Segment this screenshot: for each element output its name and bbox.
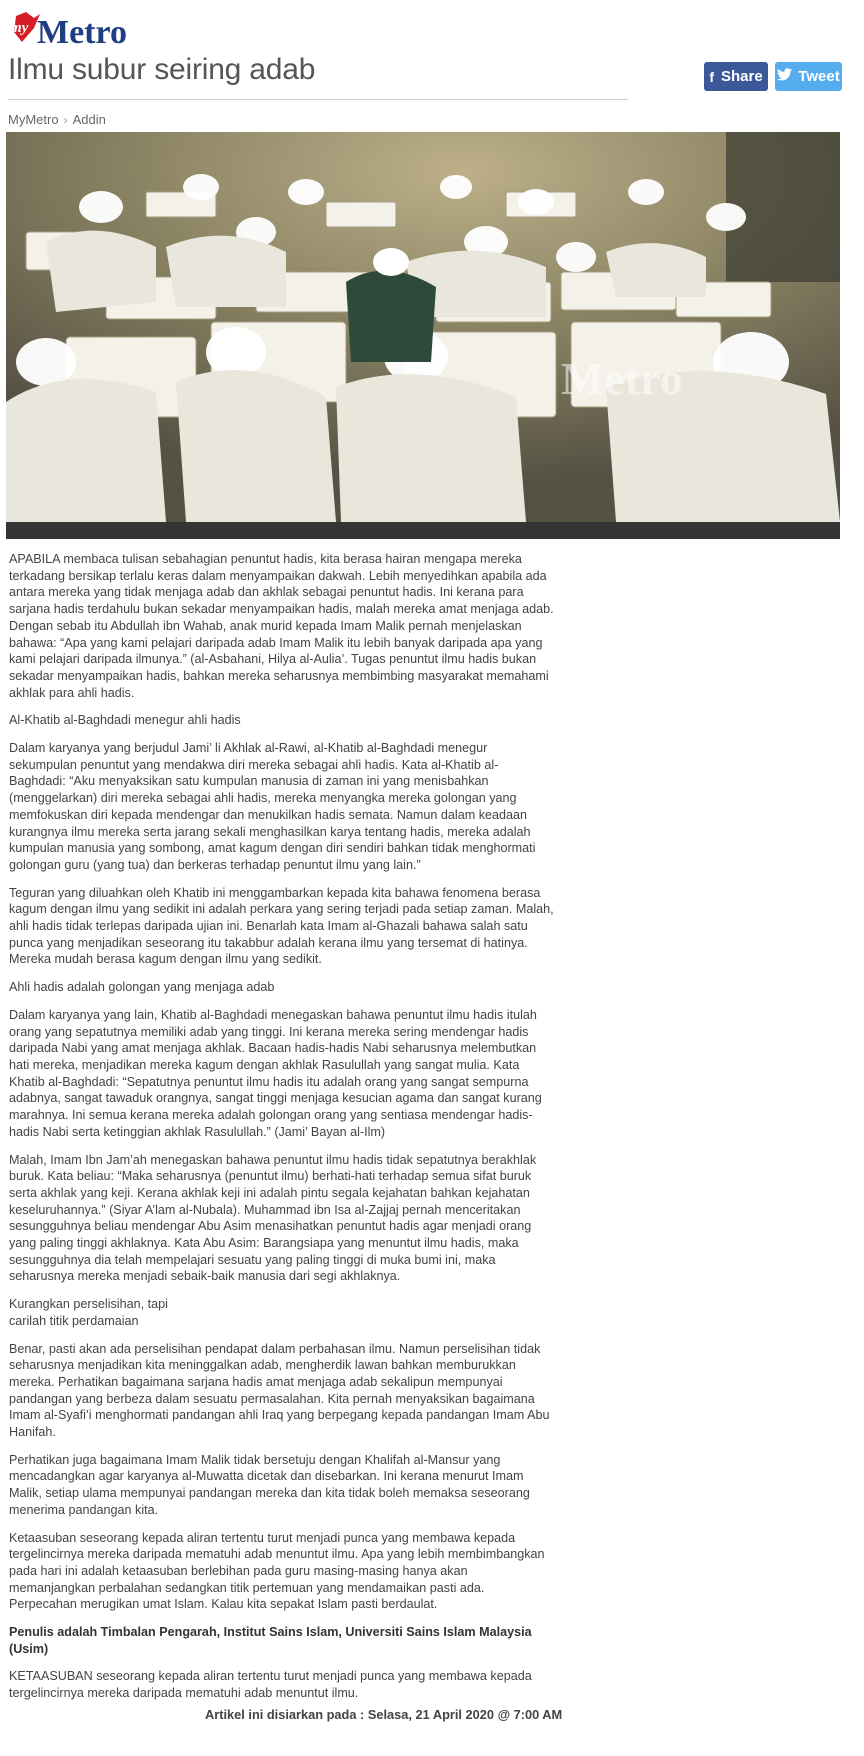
photo-caption-band [6,522,840,539]
article-paragraph: Ketaasuban seseorang kepada aliran tertentu turut menjadi punca yang membawa kepada tergelincirnya mereka daripada mematuhi adab menuntut ilmu. Apa yang lebih membimbangkan pada hari ini adalah ketaasuban berlebihan pada guru masing-masing hanya akan memanjangkan perbalahan sedangkan titik pertemuan yang mendamaikan pasti ada. Perpecahan merugikan umat Islam. Kalau kita sepakat Islam pasti berdaulat. [9,1530,545,1612]
breadcrumb [8,112,106,127]
facebook-share-label: Share [720,68,763,85]
author-note: Penulis adalah Timbalan Pengarah, Institut Sains Islam, Universiti Sains Islam Malaysia (Usim) [9,1625,532,1656]
article-subheading: Kurangkan perselisihan, tapi carilah titik perdamaian [9,1297,168,1328]
twitter-icon [777,68,792,85]
breadcrumb-home[interactable]: MyMetro [8,112,59,127]
article-paragraph: Malah, Imam Ibn Jam’ah menegaskan bahawa penuntut ilmu hadis tidak sepatutnya berakhlak buruk. Kata beliau: “Maka seharusnya (penuntut ilmu) berhati-hati terhadap semua sifat buruk serta akhlak yang keji. Kerana akhlak keji ini adalah pintu segala kejahatan bahkan kejahatan keseluruhannya.” (Siyar A’lam al-Nubala). Muhammad ibn Isa al-Zajjaj pernah menceritakan sesungguhnya beliau mendengar Abu Asim menasihatkan penuntut hadis agar menjadi orang yang paling tinggi akhlaknya. Kata Abu Asim: Barangsiapa yang menuntut ilmu hadis, maka sesungguhnya dia telah mempelajari sesuatu yang paling tinggi di muka bumi ini, maka seharusnya mereka menjadi sebaik-baik manusia dari segi akhlaknya. [9,1152,537,1284]
article-paragraph: Dalam karyanya yang lain, Khatib al-Baghdadi menegaskan bahawa penuntut ilmu hadis itulah orang yang sepatutnya memiliki adab yang tinggi. Ini kerana mereka sering mendengar hadis daripada Nabi yang amat menjaga akhlak. Bacaan hadis-hadis Nabi seharusnya melembutkan hati mereka, menjadikan mereka kagum dengan akhlak Rasulullah yang sangat mulia. Kata Khatib al-Baghdadi: “Sepatutnya penuntut ilmu hadis itu adalah orang yang sangat sempurna adabnya, sangat tawaduk orangnya, sangat tinggi menjaga kesucian agama dan sangat kurang marahnya. Ini semua kerana mereka adalah golongan orang yang sentiasa mendengar hadis-hadis Nabi serta ketinggian akhlak Rasulullah.” (Jami’ Bayan al-Ilm) [9,1007,542,1139]
article-paragraph: Benar, pasti akan ada perselisihan pendapat dalam perbahasan ilmu. Namun perselisihan tidak seharusnya menjadikan kita meninggalkan adab, mengherdik lawan bahkan memburukkan mereka. Perhatikan bagaimana sarjana hadis amat menjaga adab sekalipun mempunyai pandangan yang berbeza dalam sesuatu permasalahan. Kita pernah menyaksikan bagaimana Imam al-Syafi’i menghormati pandangan ahli Iraq yang berpegang kepada pandangan Imam Abu Hanifah. [9,1341,550,1440]
mymetro-logo[interactable] [4,8,174,48]
facebook-share-button[interactable] [704,62,768,91]
title-divider [8,99,628,100]
article-paragraph: KETAASUBAN seseorang kepada aliran tertentu turut menjadi punca yang membawa kepada tergelincirnya mereka daripada mematuhi adab menuntut ilmu. [9,1669,532,1701]
article-paragraph: Teguran yang diluahkan oleh Khatib ini menggambarkan kepada kita bahawa fenomena berasa kagum dengan ilmu yang sedikit ini adalah perkara yang sering terjadi pada setiap zaman. Malah, ahli hadis tidak terlepas daripada ujian ini. Benarlah kata Imam al-Ghazali bahawa salah satu punca yang menjadikan seseorang itu takabbur adalah kerana ilmu yang tersemat di hatinya. Mereka mudah berasa kagum dengan ilmu yang sedikit. [9,885,554,967]
article-paragraph: Perhatikan juga bagaimana Imam Malik tidak bersetuju dengan Khalifah al-Mansur yang mencadangkan agar karyanya al-Muwatta dicetak dan disebarkan. Ini kerana menurut Imam Malik, setiap ulama mempunyai pandangan mereka dan kita tidak boleh memaksa seseorang menerima pandangan kita. [9,1452,530,1517]
logo-name: Metro [37,14,127,48]
photo-watermark: Metro [561,353,683,404]
page-title: Ilmu subur seiring adab [8,53,316,86]
article-paragraph: APABILA membaca tulisan sebahagian penuntut hadis, kita berasa hairan mengapa mereka terkadang bersikap terlalu keras dalam menyampaikan dakwah. Lebih menyedihkan apabila ada antara mereka yang tidak menjaga adab dan akhlak sebagai penuntut hadis. Ini kerana para sarjana hadis terdahulu bukan sekadar menyampaikan hadis, malah mereka amat menjaga adab. Dengan sebab itu Abdullah ibn Wahab, anak murid kepada Imam Malik pernah menjelaskan bahawa: “Apa yang kami pelajari daripada adab Imam Malik itu lebih banyak daripada apa yang kami pelajari daripada ilmunya.” (al-Asbahani, Hilya al-Aulia’. Tugas penuntut ilmu hadis bukan sekadar menyampaikan hadis, bahkan mereka seharusnya membimbing masyarakat memahami akhlak para ahli hadis. [9,552,554,700]
facebook-icon: f [709,68,714,85]
chevron-right-icon: › [63,112,68,127]
article-subheading: Al-Khatib al-Baghdadi menegur ahli hadis [9,713,241,728]
article-photo [6,132,840,522]
article-paragraph: Dalam karyanya yang berjudul Jami’ li Akhlak al-Rawi, al-Khatib al-Baghdadi menegur sekumpulan penuntut yang mendakwa diri mereka sebagai ahli hadis. Kata al-Khatib al-Baghdadi: “Aku menyaksikan satu kumpulan manusia di zaman ini yang menisbahkan (menggelarkan) diri mereka sebagai ahli hadis, mereka menyangka mereka golongan yang memfokuskan diri kepada mendengar dan menukilkan hadis semata. Namun dalam keadaan kurangnya ilmu mereka serta jarang sekali menghasilkan karya tentang hadis, mereka adalah kumpulan manusia yang sombong, amat kagum dengan diri sendiri bahkan tidak menghormati golongan guru (yang tua) dan berkeras terhadap penuntut ilmu yang lain.” [9,741,536,872]
article-body [9,551,554,1713]
logo-prefix: my [10,20,29,36]
twitter-tweet-label: Tweet [798,68,840,85]
twitter-tweet-button[interactable] [775,62,842,91]
publish-timestamp: Artikel ini disiarkan pada : Selasa, 21 April 2020 @ 7:00 AM [205,1707,563,1722]
article-subheading: Ahli hadis adalah golongan yang menjaga adab [9,980,275,995]
breadcrumb-section[interactable]: Addin [72,112,106,127]
